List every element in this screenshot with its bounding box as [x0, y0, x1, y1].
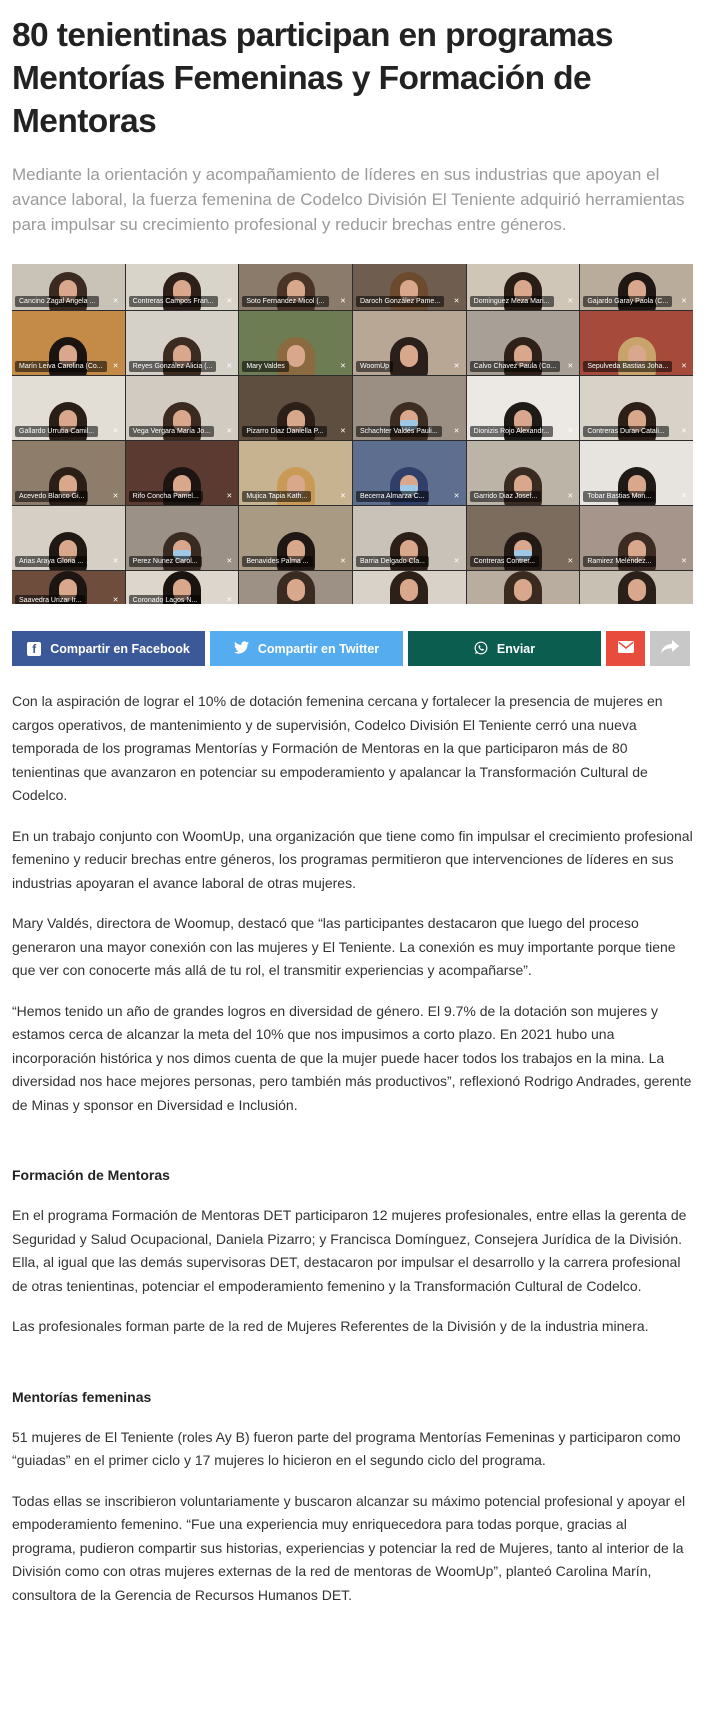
- share-email-button[interactable]: [606, 631, 645, 666]
- mic-muted-icon: ✕: [339, 363, 346, 370]
- participant-name: Mary Valdes: [242, 361, 288, 372]
- participant-tile: [12, 376, 125, 440]
- share-arrow-icon: [661, 640, 679, 657]
- participant-tile: [239, 441, 352, 505]
- participant-name: Coronado Lagos N...: [129, 595, 202, 604]
- participant-name: Gallardo Urrutia Camil...: [15, 426, 98, 437]
- twitter-icon: [234, 641, 249, 656]
- participant-tile: [12, 311, 125, 375]
- participant-name: Cancino Zagal Angela ...: [15, 296, 99, 307]
- mic-muted-icon: ✕: [453, 493, 460, 500]
- participant-name: Arias Araya Gloria ...: [15, 556, 87, 567]
- mic-muted-icon: ✕: [680, 428, 687, 435]
- participant-tile: [467, 571, 580, 604]
- mic-muted-icon: ✕: [339, 558, 346, 565]
- participant-tile: [239, 571, 352, 604]
- paragraph: En un trabajo conjunto con WoomUp, una organización que tiene como fin impulsar el crecimiento profesional femenino y reducir brechas entre géneros, los programas permitieron que intervenciones de líderes en sus industrias apoyaran el avance laboral de otras mujeres.: [12, 827, 693, 891]
- participant-name: Perez Nunez Carol...: [129, 556, 202, 567]
- participant-tile: [12, 506, 125, 570]
- share-more-button[interactable]: [650, 631, 690, 666]
- paragraph: Todas ellas se inscribieron voluntariamente y buscaron alcanzar su máximo potencial profesional y apoyar el empoderamiento femenino. “Fue una experiencia muy enriquecedora para todas porque, gracias al programa, pudieron compartir sus historias, experiencias y potenciar la red de Mujeres, tanto al interior de la División como con otras mujeres externas de la red de mentoras de WoomUp”, planteó Carolina Marín, consultora de la Gerencia de Recursos Humanos DET.: [12, 1492, 686, 1603]
- participant-tile: [353, 506, 466, 570]
- participant-tile: [467, 376, 580, 440]
- participant-tile: [580, 376, 693, 440]
- article: [0, 14, 693, 1607]
- mic-muted-icon: ✕: [567, 298, 574, 305]
- participant-name: WoomUp: [356, 361, 393, 372]
- paragraph: En el programa Formación de Mentoras DET participaron 12 mujeres profesionales, entre ellas la gerenta de Seguridad y Salud Ocupacional, Daniela Pizarro; y Francisca Domínguez, Consejera Jurídica de la División. Ella, al igual que las demás supervisoras DET, destacaron por impulsar el desarrollo y la carrera profesional de otras tenientinas, potenciar el empoderamiento femenino y la Transformación Cultural de Codelco.: [12, 1207, 687, 1294]
- participant-tile: [353, 376, 466, 440]
- mic-muted-icon: ✕: [567, 493, 574, 500]
- section-heading: Formación de Mentoras: [12, 1167, 170, 1183]
- participant-tile: [580, 264, 693, 310]
- participant-name: Mujica Tapia Kath...: [242, 491, 311, 502]
- mic-muted-icon: ✕: [339, 298, 346, 305]
- article-lead: Mediante la orientación y acompañamiento de líderes en sus industrias que apoyan el avance laboral, la fuerza femenina de Codelco División El Teniente adquirió herramientas para impulsar su crecimiento profesional y reducir brechas entre géneros.: [12, 165, 685, 234]
- mic-muted-icon: ✕: [567, 558, 574, 565]
- participant-name: Vega Vergara María Jo...: [129, 426, 214, 437]
- mic-muted-icon: ✕: [226, 558, 233, 565]
- mic-muted-icon: ✕: [680, 363, 687, 370]
- envelope-icon: [618, 641, 634, 656]
- participant-name: Benavides Palma ...: [242, 556, 312, 567]
- participant-name: Acevedo Blanco Gi...: [15, 491, 88, 502]
- mic-muted-icon: ✕: [453, 558, 460, 565]
- article-title: 80 tenientinas participan en programas Mentorías Femeninas y Formación de Mentoras: [12, 17, 613, 140]
- mic-muted-icon: ✕: [680, 558, 687, 565]
- participant-name: Schachter Valdés Pauli...: [356, 426, 442, 437]
- participant-name: Calvo Chavez Paula (Co...: [470, 361, 560, 372]
- participant-tile: [12, 264, 125, 310]
- mic-muted-icon: ✕: [226, 493, 233, 500]
- participant-tile: [239, 376, 352, 440]
- participant-tile: [126, 571, 239, 604]
- participant-tile: [126, 441, 239, 505]
- mic-muted-icon: ✕: [112, 493, 119, 500]
- participant-tile: [12, 441, 125, 505]
- mic-muted-icon: ✕: [226, 428, 233, 435]
- participant-avatar: [508, 571, 538, 604]
- participant-avatar: [622, 571, 652, 604]
- participant-tile: [353, 311, 466, 375]
- participant-name: Saavedra Urizar Ir...: [15, 595, 85, 604]
- mic-muted-icon: ✕: [226, 363, 233, 370]
- mic-muted-icon: ✕: [680, 493, 687, 500]
- participant-tile: [467, 264, 580, 310]
- participant-name: Contreras Campos Fran...: [129, 296, 218, 307]
- participant-tile: [126, 264, 239, 310]
- mic-muted-icon: ✕: [112, 558, 119, 565]
- share-twitter-button[interactable]: [210, 631, 403, 666]
- participant-name: Marín Leiva Carolina (Co...: [15, 361, 107, 372]
- mic-muted-icon: ✕: [453, 363, 460, 370]
- participant-name: Ramirez Meléndez...: [583, 556, 655, 567]
- facebook-icon: f: [27, 642, 41, 656]
- share-whatsapp-label: Enviar: [496, 641, 536, 656]
- participant-tile: [467, 311, 580, 375]
- share-whatsapp-button[interactable]: [408, 631, 601, 666]
- participant-tile: [12, 571, 125, 604]
- participant-tile: [126, 376, 239, 440]
- mic-muted-icon: ✕: [339, 428, 346, 435]
- participant-tile: [353, 441, 466, 505]
- participant-name: Dionizis Rojo Alexandr...: [470, 426, 553, 437]
- video-call-grid: [12, 264, 693, 604]
- section-heading: Mentorías femeninas: [12, 1388, 152, 1405]
- participant-name: Rifo Concha Pamel...: [129, 491, 203, 502]
- participant-name: Soto Fernandez Micol (...: [242, 296, 328, 307]
- article-photo: [12, 264, 693, 604]
- participant-name: Daroch González Pame...: [356, 296, 444, 307]
- participant-name: Contreras Contrer...: [470, 556, 539, 567]
- participant-tile: [580, 311, 693, 375]
- participant-tile: [580, 571, 693, 604]
- paragraph: “Hemos tenido un año de grandes logros en diversidad de género. El 9.7% de la dotación son mujeres y estamos cerca de alcanzar la meta del 10% que nos impusimos a corto plazo. En 2021 hubo una incorporación histórica y nos dimos cuenta de que la mujer puede hacer todos los trabajos en la mina. La diversidad nos hace mejores personas, pero también más productivos”, reflexionó Rodrigo Andrades, gerente de Minas y sponsor en Diversidad e Inclusión.: [12, 1002, 692, 1113]
- mic-muted-icon: ✕: [112, 298, 119, 305]
- participant-name: Becerra Almarza C...: [356, 491, 429, 502]
- mic-muted-icon: ✕: [112, 428, 119, 435]
- mic-muted-icon: ✕: [453, 428, 460, 435]
- participant-tile: [580, 441, 693, 505]
- participant-tile: [126, 506, 239, 570]
- participant-tile: [239, 311, 352, 375]
- mic-muted-icon: ✕: [567, 428, 574, 435]
- paragraph: Las profesionales forman parte de la red de Mujeres Referentes de la División y de la industria minera.: [12, 1318, 649, 1334]
- participant-tile: [239, 264, 352, 310]
- mic-muted-icon: ✕: [226, 298, 233, 305]
- participant-tile: [353, 571, 466, 604]
- mic-muted-icon: ✕: [112, 363, 119, 370]
- participant-name: Barria Delgado Cla...: [356, 556, 429, 567]
- share-bar: [12, 631, 693, 666]
- participant-avatar: [394, 571, 424, 604]
- participant-name: Dominguez Meza Mari...: [470, 296, 554, 307]
- participant-name: Reyes González Alicia (...: [129, 361, 217, 372]
- participant-name: Garrido Diaz Josef...: [470, 491, 542, 502]
- mic-muted-icon: ✕: [567, 363, 574, 370]
- paragraph: Con la aspiración de lograr el 10% de dotación femenina cercana y fortalecer la presencia de mujeres en cargos operativos, de mantenimiento y de supervisión, Codelco División El Teniente cerró una nueva temporada de los programas Mentorías y Formación de Mentoras en la que participaron más de 80 tenientinas que avanzaron en potenciar su empoderamiento y apalancar la Transformación Cultural de Codelco.: [12, 693, 663, 803]
- participant-name: Gajardo Garay Paola (C...: [583, 296, 672, 307]
- mic-muted-icon: ✕: [112, 597, 119, 604]
- participant-tile: [580, 506, 693, 570]
- participant-tile: [239, 506, 352, 570]
- participant-name: Sepulveda Bastias Joha...: [583, 361, 672, 372]
- mic-muted-icon: ✕: [339, 493, 346, 500]
- participant-tile: [353, 264, 466, 310]
- article-body: [12, 690, 693, 1607]
- participant-name: Pizarro Diaz Daniella P...: [242, 426, 327, 437]
- participant-tile: [467, 506, 580, 570]
- paragraph: Mary Valdés, directora de Woomup, destacó que “las participantes destacaron que luego del proceso generaron una mayor conexión con las mujeres y El Teniente. La conexión es muy importante porque tiene que ver con conocerte más allá de tu rol, el transmitir experiencias y acompañarse”.: [12, 915, 676, 978]
- share-facebook-label: Compartir en Facebook: [50, 641, 190, 656]
- mic-muted-icon: ✕: [226, 597, 233, 604]
- participant-tile: [126, 311, 239, 375]
- share-facebook-button[interactable]: [12, 631, 205, 666]
- whatsapp-icon: [474, 641, 488, 657]
- participant-avatar: [394, 337, 424, 375]
- participant-name: Tobar Bastias Mon...: [583, 491, 655, 502]
- participant-avatar: [281, 571, 311, 604]
- mic-muted-icon: ✕: [453, 298, 460, 305]
- share-twitter-label: Compartir en Twitter: [257, 641, 380, 656]
- participant-name: Contreras Duran Catali...: [583, 426, 668, 437]
- mic-muted-icon: ✕: [680, 298, 687, 305]
- participant-tile: [467, 441, 580, 505]
- paragraph: 51 mujeres de El Teniente (roles Ay B) fueron parte del programa Mentorías Femeninas y participaron como “guiadas” en el primer ciclo y 17 mujeres lo hicieron en el segundo ciclo del programa.: [12, 1428, 681, 1468]
